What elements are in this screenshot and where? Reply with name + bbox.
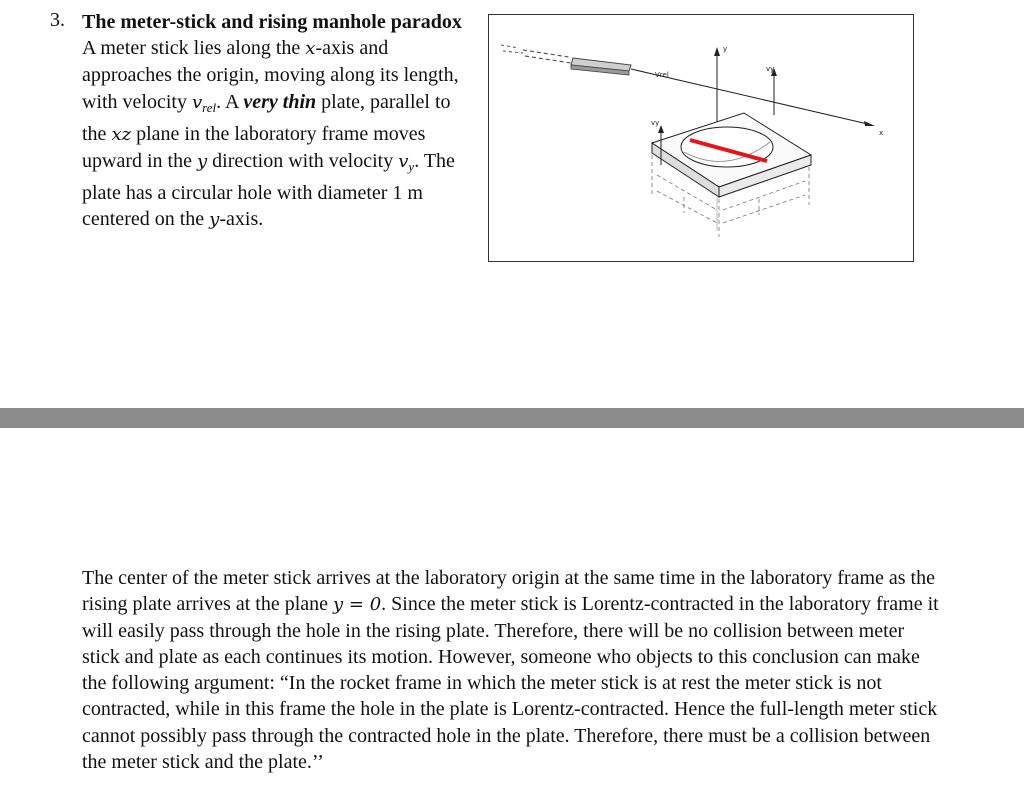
problem-title: The meter-stick and rising manhole paradox bbox=[82, 11, 462, 33]
emphasis-very-thin: very thin bbox=[243, 90, 317, 113]
meter-stick bbox=[501, 45, 631, 75]
equation-y-zero: y = 0 bbox=[333, 594, 382, 616]
label-vrel: Vrel bbox=[655, 71, 669, 79]
label-x: x bbox=[879, 129, 884, 137]
figure-diagram bbox=[489, 15, 913, 261]
y-axis-arrow bbox=[714, 47, 720, 56]
section-separator bbox=[0, 408, 1024, 428]
label-vy-left: vy bbox=[651, 119, 660, 127]
problem-statement bbox=[82, 9, 472, 234]
rising-plate bbox=[652, 113, 811, 197]
paradox-figure bbox=[488, 14, 914, 262]
problem-body: A meter stick lies along the x-axis and approaches the origin, moving along its length, with velocity $v_{rel}$. A very thin plate, parallel to the xz plane in the laboratory frame moves upward in the y direction with velocity $v_y$. The plate has a circular hole with diameter 1 m centered on the y-axis. bbox=[82, 37, 459, 231]
label-vy-right: vy bbox=[766, 65, 775, 73]
paradox-argument-text: The center of the meter stick arrives at the laboratory origin at the same time in the laboratory frame as the rising plate arrives at the plane y = 0. Since the meter stick is Lorentz-contracted in the laboratory frame it will easily pass through the hole in the rising plate. Therefore, there will be no collision between meter stick and plate as each continues its motion. However, someone who objects to this conclusion can make the following argument: “In the rocket frame in which the meter stick is at rest the meter stick is not contracted, while in this frame the hole in the plate is Lorentz-contracted. Hence the full-length meter stick cannot possibly pass through the contracted hole in the plate. Therefore, there must be a collision between the meter stick and the plate.’’ bbox=[82, 567, 939, 773]
x-axis-arrow bbox=[864, 121, 875, 126]
label-y: y bbox=[723, 45, 728, 53]
problem-number: 3. bbox=[50, 9, 65, 31]
